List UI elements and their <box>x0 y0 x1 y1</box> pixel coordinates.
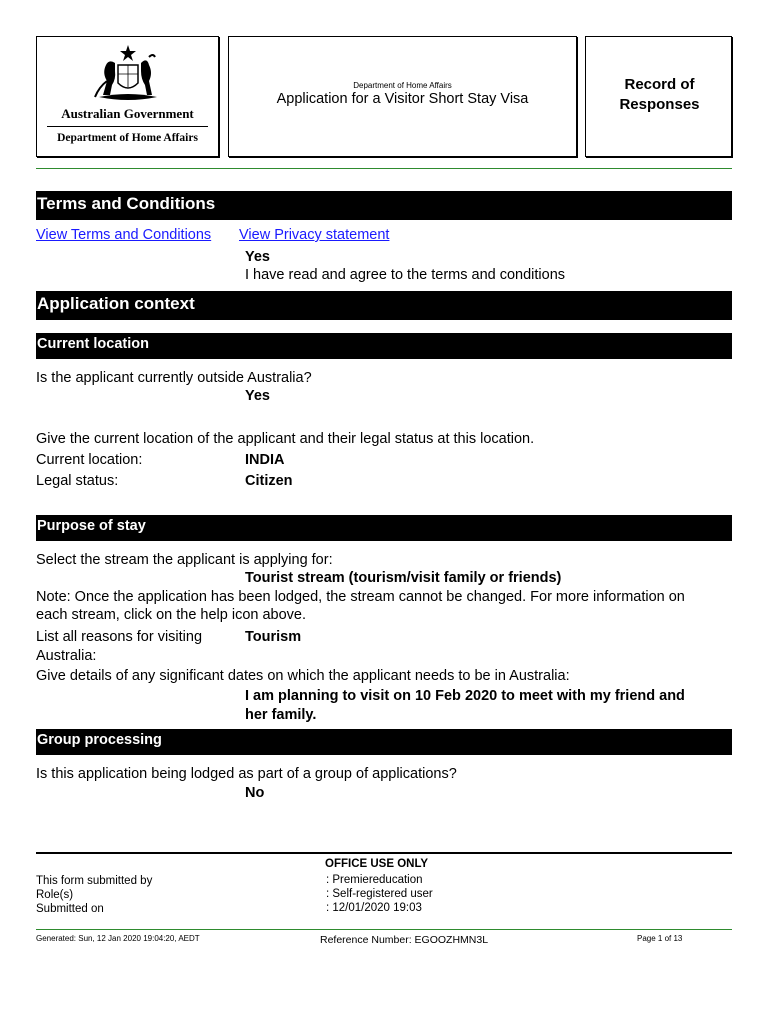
record-box <box>585 36 732 157</box>
outside-australia-question: Is the applicant currently outside Australia? <box>36 370 312 386</box>
office-heading: OFFICE USE ONLY <box>325 858 429 870</box>
group-question: Is this application being lodged as part of a group of applications? <box>36 766 457 782</box>
location-status-question: Give the current location of the applicant and their legal status at this location. <box>36 431 535 447</box>
coat-of-arms-icon <box>91 43 165 105</box>
outside-australia-answer: Yes <box>245 388 270 404</box>
stream-note-line1: Note: Once the application has been lodged, the stream cannot be changed. For more information on <box>36 589 685 605</box>
submitted-by-label: This form submitted by <box>36 875 153 887</box>
submitted-on-label: Submitted on <box>36 903 104 915</box>
submitted-on-value: : 12/01/2020 19:03 <box>326 902 422 914</box>
header-rule <box>36 168 732 169</box>
dept-name: Department of Home Affairs <box>57 132 198 144</box>
gov-name: Australian Government <box>61 106 194 121</box>
record-label: Record of Responses <box>619 76 700 113</box>
group-heading: Group processing <box>36 729 732 755</box>
center-dept: Department of Home Affairs <box>353 81 452 90</box>
view-terms-link[interactable]: View Terms and Conditions <box>36 227 212 243</box>
dates-question: Give details of any significant dates on which the applicant needs to be in Australia: <box>36 668 570 684</box>
office-rule <box>36 852 732 854</box>
stream-question: Select the stream the applicant is applying for: <box>36 552 333 568</box>
legal-status-value: Citizen <box>245 473 293 489</box>
gov-logo-box <box>36 36 219 157</box>
generated-text: Generated: Sun, 12 Jan 2020 19:04:20, AEDT <box>36 934 200 943</box>
stream-answer: Tourist stream (tourism/visit family or friends) <box>245 570 562 586</box>
view-privacy-link[interactable]: View Privacy statement <box>239 227 390 243</box>
dates-answer-line2: her family. <box>245 707 317 723</box>
gov-divider <box>47 126 208 127</box>
role-value: : Self-registered user <box>326 888 433 900</box>
reasons-value: Tourism <box>245 629 302 645</box>
terms-agree-text: I have read and agree to the terms and conditions <box>245 267 566 283</box>
form-title: Application for a Visitor Short Stay Visa <box>276 91 529 107</box>
reasons-label-line1: List all reasons for visiting <box>36 629 203 645</box>
current-location-label: Current location: <box>36 452 143 468</box>
role-label: Role(s) <box>36 889 74 901</box>
terms-heading: Terms and Conditions <box>36 191 732 220</box>
footer-rule <box>36 929 732 930</box>
reasons-label-line2: Australia: <box>36 648 97 664</box>
reference-number: Reference Number: EGOOZHMN3L <box>320 934 489 946</box>
page-number: Page 1 of 13 <box>637 934 683 943</box>
purpose-heading: Purpose of stay <box>36 515 732 541</box>
current-location-value: INDIA <box>245 452 285 468</box>
form-title-box <box>228 36 577 157</box>
submitted-by-value: : Premiereducation <box>326 874 423 886</box>
current-location-heading: Current location <box>36 333 732 359</box>
dates-answer-line1: I am planning to visit on 10 Feb 2020 to meet with my friend and <box>245 688 685 704</box>
stream-note-line2: each stream, click on the help icon above. <box>36 607 307 623</box>
legal-status-label: Legal status: <box>36 473 119 489</box>
terms-answer: Yes <box>245 249 270 265</box>
context-heading: Application context <box>36 291 732 320</box>
group-answer: No <box>245 785 265 801</box>
